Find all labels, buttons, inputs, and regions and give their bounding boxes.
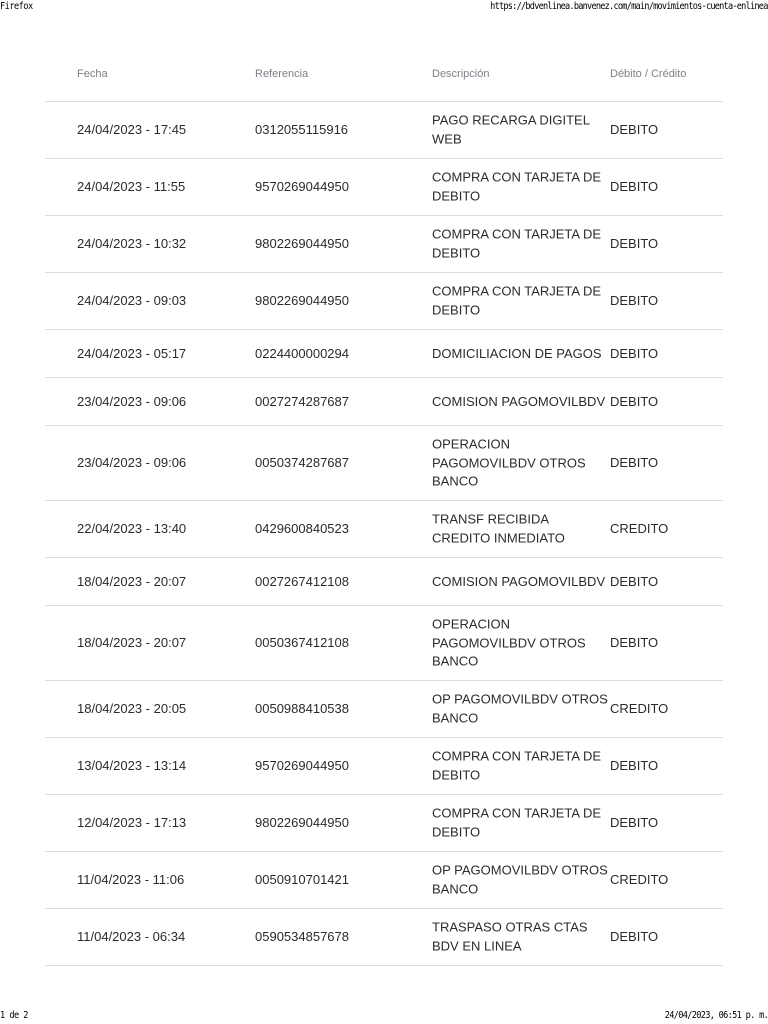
table-row [45,330,723,378]
cell-fecha: 11/04/2023 - 06:34 [77,928,186,944]
table-row [45,909,723,966]
table-row [45,501,723,558]
cell-fecha: 18/04/2023 - 20:07 [77,634,187,650]
table-row [45,216,723,273]
cell-fecha: 11/04/2023 - 11:06 [77,871,185,887]
cell-referencia: 0590534857678 [255,928,349,944]
cell-descripcion: COMPRA CON TARJETA DE DEBITO [432,226,602,260]
cell-descripcion: COMPRA CON TARJETA DE DEBITO [432,805,602,839]
cell-descripcion: TRANSF RECIBIDA CREDITO INMEDIATO [432,511,565,545]
table-row [45,738,723,795]
cell-descripcion: OPERACION PAGOMOVILBDV OTROS BANCO [432,616,586,669]
cell-tipo: CREDITO [610,871,669,887]
cell-tipo: DEBITO [610,814,659,830]
cell-descripcion: OPERACION PAGOMOVILBDV OTROS BANCO [432,436,586,489]
cell-tipo: DEBITO [610,634,659,650]
cell-descripcion: PAGO RECARGA DIGITEL WEB [432,112,590,146]
cell-descripcion: DOMICILIACION DE PAGOS [432,345,602,361]
cell-fecha: 18/04/2023 - 20:07 [77,573,187,589]
cell-referencia: 9570269044950 [255,178,349,194]
cell-fecha: 23/04/2023 - 09:06 [77,454,187,470]
cell-referencia: 9802269044950 [255,235,349,251]
cell-referencia: 0050374287687 [255,454,349,470]
cell-referencia: 0429600840523 [255,520,349,536]
cell-descripcion: COMISION PAGOMOVILBDV [432,393,606,409]
cell-fecha: 23/04/2023 - 09:06 [77,393,187,409]
cell-descripcion: COMPRA CON TARJETA DE DEBITO [432,283,602,317]
cell-referencia: 9570269044950 [255,757,349,773]
cell-tipo: DEBITO [610,235,659,251]
cell-tipo: DEBITO [610,757,659,773]
cell-tipo: CREDITO [610,520,669,536]
cell-descripcion: COMPRA CON TARJETA DE DEBITO [432,169,602,203]
cell-referencia: 9802269044950 [255,814,349,830]
cell-fecha: 22/04/2023 - 13:40 [77,520,187,536]
cell-fecha: 24/04/2023 - 05:17 [77,345,187,361]
table-row [45,606,723,681]
print-footer-datetime: 24/04/2023, 06:51 p. m. [664,1010,768,1021]
cell-tipo: DEBITO [610,573,659,589]
cell-descripcion: OP PAGOMOVILBDV OTROS BANCO [432,862,608,896]
table-row [45,558,723,606]
table-row [45,681,723,738]
cell-tipo: DEBITO [610,393,659,409]
table-row [45,795,723,852]
cell-tipo: CREDITO [610,700,669,716]
table-row [45,852,723,909]
cell-tipo: DEBITO [610,345,659,361]
header-descripcion: Descripción [432,67,490,80]
table-row [45,378,723,426]
header-debito-credito: Débito / Crédito [610,67,687,80]
cell-fecha: 24/04/2023 - 10:32 [77,235,187,251]
cell-descripcion: OP PAGOMOVILBDV OTROS BANCO [432,691,608,725]
cell-fecha: 12/04/2023 - 17:13 [77,814,187,830]
cell-tipo: DEBITO [610,928,659,944]
cell-tipo: DEBITO [610,454,659,470]
table-row [45,273,723,330]
cell-fecha: 24/04/2023 - 17:45 [77,121,187,137]
cell-referencia: 0050910701421 [255,871,349,887]
print-footer-page: 1 de 2 [0,1010,28,1021]
cell-referencia: 0224400000294 [255,345,349,361]
cell-referencia: 9802269044950 [255,292,349,308]
table-row [45,426,723,501]
cell-descripcion: COMISION PAGOMOVILBDV [432,573,606,589]
cell-fecha: 13/04/2023 - 13:14 [77,757,187,773]
print-header-url: https://bdvenlinea.banvenez.com/main/movimientos-cuenta-enlinea [490,1,768,12]
cell-referencia: 0027267412108 [255,573,349,589]
cell-fecha: 24/04/2023 - 09:03 [77,292,187,308]
header-fecha: Fecha [77,67,108,80]
cell-referencia: 0050988410538 [255,700,349,716]
cell-descripcion: TRASPASO OTRAS CTAS BDV EN LINEA [432,919,588,953]
cell-referencia: 0050367412108 [255,634,349,650]
cell-referencia: 0027274287687 [255,393,349,409]
print-header-browser: Firefox [0,1,33,12]
cell-fecha: 18/04/2023 - 20:05 [77,700,187,716]
table-header [45,46,723,102]
table-row [45,159,723,216]
cell-tipo: DEBITO [610,178,659,194]
table-row [45,102,723,159]
cell-referencia: 0312055115916 [255,121,349,137]
movements-table [45,46,723,966]
header-referencia: Referencia [255,67,309,80]
cell-tipo: DEBITO [610,121,659,137]
cell-tipo: DEBITO [610,292,659,308]
cell-descripcion: COMPRA CON TARJETA DE DEBITO [432,748,602,782]
cell-fecha: 24/04/2023 - 11:55 [77,178,186,194]
